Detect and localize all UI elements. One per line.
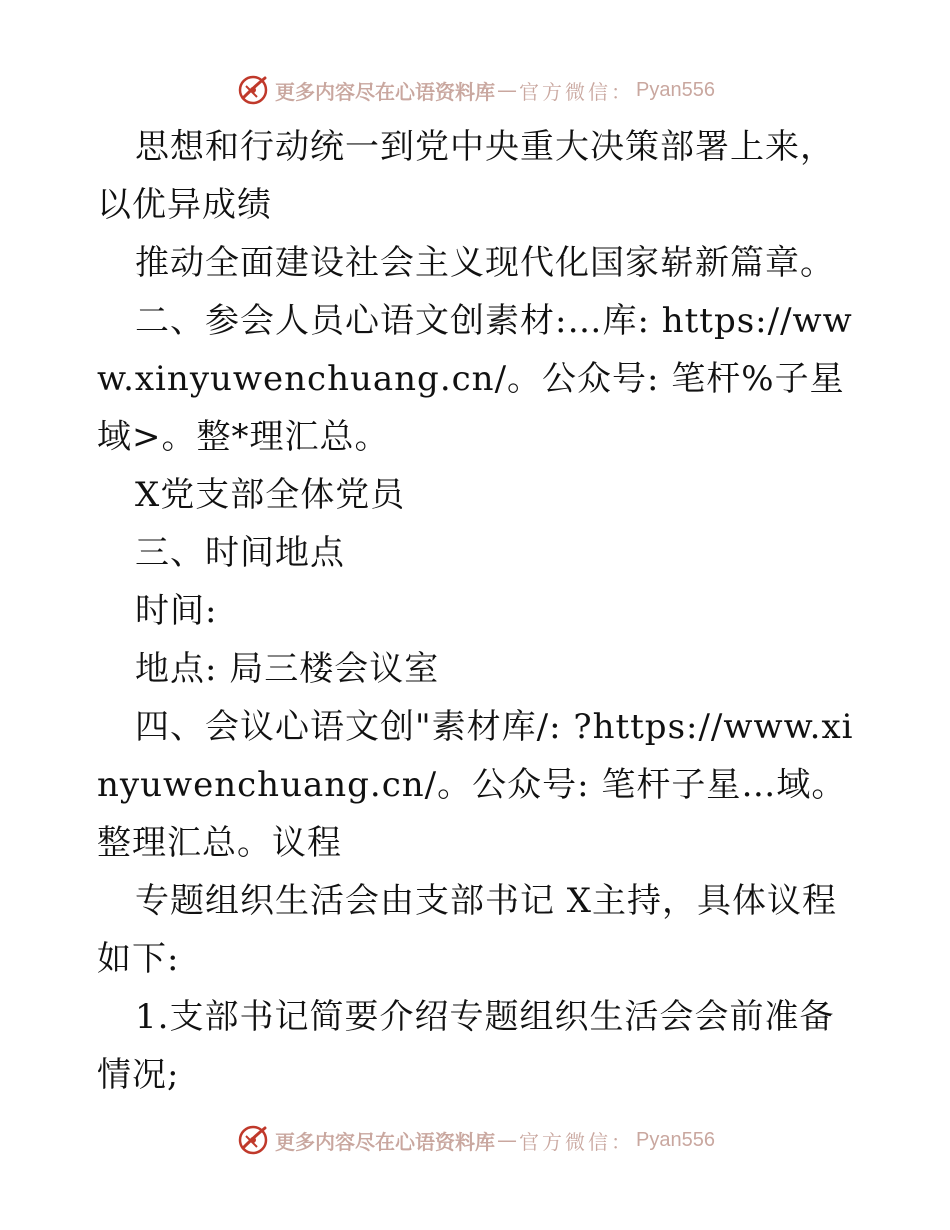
footer-wechat-label: 官方微信： (519, 1129, 635, 1154)
footer-wechat-id: Pyan556 (636, 1128, 715, 1151)
footer-site-text: 更多内容尽在心语资料库 (275, 1129, 496, 1154)
header-wechat-label: 官方微信： (519, 79, 635, 104)
paragraph: 三、时间地点 (135, 533, 345, 573)
document-body (97, 118, 857, 1104)
paragraph: 四、会议心语文创"素材库/: ?https://www.xinyuwenchuang.cn/。公众号: 笔杆子星…域。整理汇总。议程 (97, 707, 854, 863)
pen-logo-icon (235, 1122, 271, 1158)
paragraph: 1.支部书记简要介绍专题组织生活会会前准备情况; (97, 997, 835, 1095)
paragraph: 推动全面建设社会主义现代化国家崭新篇章。 (135, 243, 835, 283)
paragraph: 二、参会人员心语文创素材:…库: https://www.xinyuwenchuang.cn/。公众号: 笔杆%子星域>。整*理汇总。 (97, 301, 853, 457)
footer-dash: — (497, 1128, 518, 1152)
paragraph: 地点: 局三楼会议室 (135, 649, 440, 689)
header-watermark-banner (0, 70, 950, 110)
paragraph: X党支部全体党员 (135, 475, 406, 515)
paragraph: 思想和行动统一到党中央重大决策部署上来，以优异成绩 (97, 127, 835, 225)
paragraph: 专题组织生活会由支部书记 X主持，具体议程如下: (97, 881, 838, 979)
header-site-text: 更多内容尽在心语资料库 (275, 79, 496, 104)
footer-watermark-banner (0, 1120, 950, 1160)
header-dash: — (497, 78, 518, 102)
paragraph: 时间: (135, 591, 218, 631)
pen-logo-icon (235, 72, 271, 108)
header-wechat-id: Pyan556 (636, 78, 715, 101)
